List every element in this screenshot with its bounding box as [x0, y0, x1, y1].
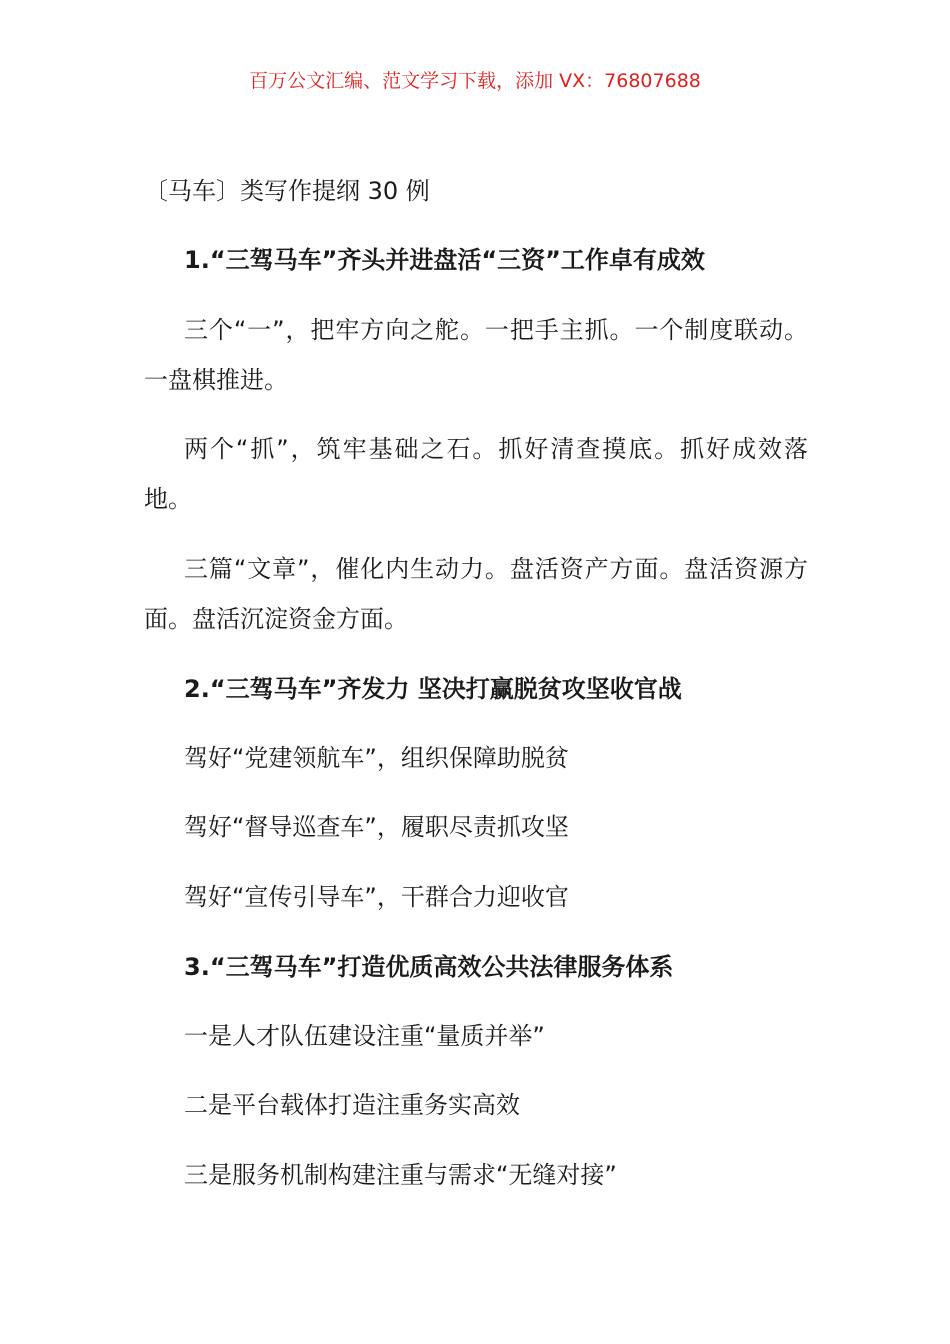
section-3-line-3: 三是服务机制构建注重与需求“无缝对接”	[184, 1161, 617, 1189]
section-3-line-1: 一是人才队伍建设注重“量质并举”	[184, 1022, 545, 1050]
section-1-paragraph-1: 三个“一”，把牢方向之舵。一把手主抓。一个制度联动。一盘棋推进。	[144, 316, 808, 394]
section-2-line-1: 驾好“党建领航车”，组织保障助脱贫	[184, 744, 569, 772]
section-heading-3: 3.“三驾马车”打造优质高效公共法律服务体系	[184, 953, 674, 981]
section-1-paragraph-2: 两个“抓”，筑牢基础之石。抓好清查摸底。抓好成效落地。	[144, 435, 808, 513]
document-title: 〔马车〕类写作提纲 30 例	[144, 177, 430, 205]
section-3-line-2: 二是平台载体打造注重务实高效	[184, 1091, 520, 1119]
section-heading-2: 2.“三驾马车”齐发力 坚决打赢脱贫攻坚收官战	[184, 675, 682, 703]
section-heading-1: 1.“三驾马车”齐头并进盘活“三资”工作卓有成效	[184, 246, 705, 274]
section-1-paragraph-3: 三篇“文章”，催化内生动力。盘活资产方面。盘活资源方面。盘活沉淀资金方面。	[144, 555, 808, 633]
section-2-line-3: 驾好“宣传引导车”，干群合力迎收官	[184, 883, 569, 911]
section-2-line-2: 驾好“督导巡查车”，履职尽责抓攻坚	[184, 813, 569, 841]
header-note: 百万公文汇编、范文学习下载，添加 VX：76807688	[249, 70, 701, 92]
